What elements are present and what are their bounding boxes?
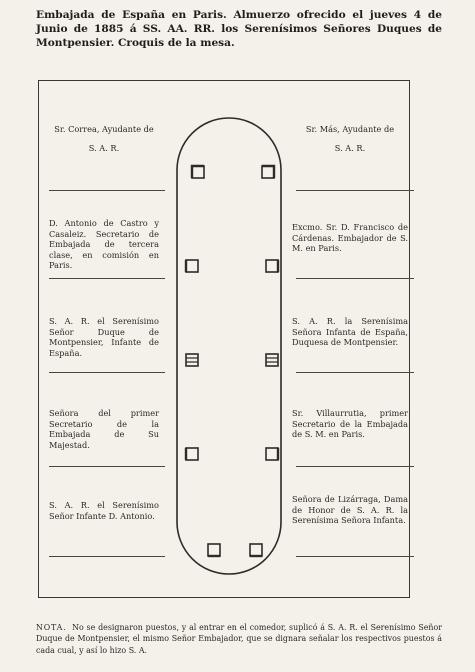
divider-left-2 <box>49 278 165 279</box>
divider-left-3 <box>49 372 165 373</box>
divider-left-4 <box>49 466 165 467</box>
place-card-icon <box>250 544 262 556</box>
seat-left-1-line1: Sr. Correa, Ayudante de <box>54 124 154 134</box>
seat-right-1-line1: Sr. Más, Ayudante de <box>305 124 395 134</box>
divider-left-5 <box>49 556 165 557</box>
place-card-icon <box>262 166 274 178</box>
seat-left-3: S. A. R. el Serenísimo Señor Duque de Montpensier, Infante de España. <box>49 316 159 358</box>
seat-right-4: Sr. Villaurrutia, primer Secretario de la Embajada de S. M. en Paris. <box>292 408 408 440</box>
divider-right-2 <box>296 278 414 279</box>
divider-right-1 <box>296 190 414 191</box>
place-card-icon <box>266 260 278 272</box>
seat-right-3: S. A. R. la Serenísima Señora Infanta de España, Duquesa de Montpensier. <box>292 316 408 348</box>
divider-right-4 <box>296 466 414 467</box>
page-title: Embajada de España en Paris. Almuerzo ofrecido el jueves 4 de Junio de 1885 á SS. AA. RR. los Serenísimos Señores Duques de Montpensier. Croquis de la mesa. <box>36 9 442 49</box>
seat-left-2: D. Antonio de Castro y Casaleiz. Secretario de Embajada de tercera clase, en comisión en Paris. <box>49 218 159 271</box>
seat-right-5: Señora de Lizárraga, Dama de Honor de S. A. R. la Serenísima Señora Infanta. <box>292 494 408 526</box>
place-card-icon <box>186 448 198 460</box>
footnote-label: NOTA. <box>36 623 67 632</box>
seat-right-1 <box>292 124 408 153</box>
footnote-text: No se designaron puestos, y al entrar en el comedor, suplicó á S. A. R. el Serenísimo Señor Duque de Montpensier, el mismo Señor Embajador, que se dignara señalar los respectivos puestos á cada cual, y así lo hizo S. A. <box>36 623 442 655</box>
seat-right-1-line2: S. A. R. <box>334 142 366 153</box>
divider-right-3 <box>296 372 414 373</box>
divider-right-5 <box>296 556 414 557</box>
table-diagram <box>174 116 290 580</box>
seat-right-2: Excmo. Sr. D. Francisco de Cárdenas. Embajador de S. M. en Paris. <box>292 222 408 254</box>
place-card-icon <box>186 260 198 272</box>
place-card-icon <box>208 544 220 556</box>
place-card-icon-hostess <box>266 354 278 366</box>
seat-left-4: Señora del primer Secretario de la Embajada de Su Majestad. <box>49 408 159 450</box>
divider-left-1 <box>49 190 165 191</box>
oval-table-outline <box>177 118 281 574</box>
seat-left-1 <box>49 124 159 153</box>
place-card-icon-host <box>186 354 198 366</box>
seat-left-1-line2: S. A. R. <box>88 142 120 153</box>
place-card-icon <box>192 166 204 178</box>
place-card-icon <box>266 448 278 460</box>
footnote <box>36 622 442 656</box>
seat-left-5: S. A. R. el Serenísimo Señor Infante D. Antonio. <box>49 500 159 521</box>
